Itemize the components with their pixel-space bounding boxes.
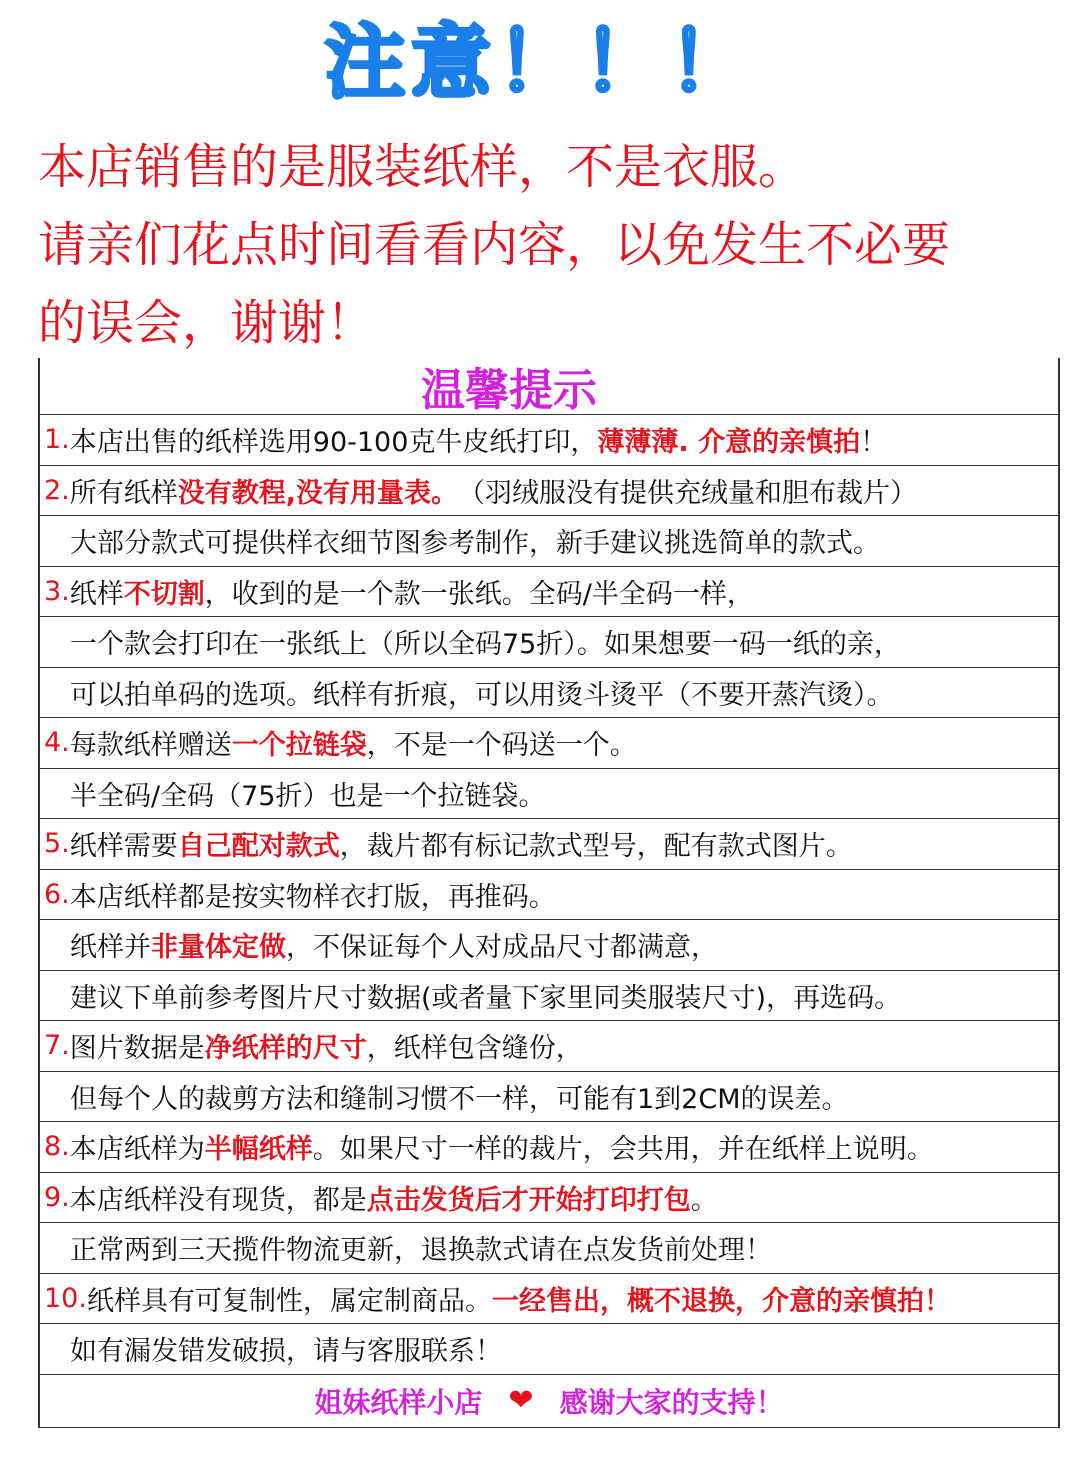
tips-row-number: 5. bbox=[44, 828, 70, 860]
tips-row-text: 本店纸样为 bbox=[69, 1134, 205, 1166]
tips-row bbox=[40, 818, 1058, 869]
tips-row-highlight: 一经售出，概不退换，介意的亲慎拍！ bbox=[491, 1285, 951, 1317]
tips-row bbox=[40, 1071, 1058, 1122]
tips-row-text: 一个款会打印在一张纸上（所以全码75折）。如果想要一码一纸的亲， bbox=[70, 629, 901, 661]
shop-name: 姐妹纸样小店 bbox=[314, 1385, 483, 1419]
footer-row bbox=[40, 1374, 1058, 1428]
heart-icon: ❤ bbox=[508, 1383, 534, 1418]
notice-block bbox=[38, 128, 1048, 362]
tips-row bbox=[40, 919, 1058, 970]
tips-row bbox=[40, 768, 1058, 819]
tips-row-text: ，裁片都有标记款式型号，配有款式图片。 bbox=[339, 831, 853, 863]
tips-row-highlight: 半幅纸样 bbox=[204, 1134, 313, 1166]
tips-row bbox=[40, 1273, 1058, 1324]
tips-row bbox=[40, 566, 1058, 617]
tips-row-text: （羽绒服没有提供充绒量和胆布裁片） bbox=[458, 477, 918, 509]
tips-row-text: 纸样并 bbox=[70, 932, 151, 964]
tips-row bbox=[40, 616, 1058, 667]
tips-row-text: 本店出售的纸样选用90-100克牛皮纸打印， bbox=[69, 427, 598, 459]
tips-header-row bbox=[40, 358, 1058, 414]
tips-row-highlight: 自己配对款式 bbox=[177, 831, 340, 863]
tips-row-text: 图片数据是 bbox=[69, 1033, 205, 1065]
tips-row-number: 3. bbox=[44, 575, 70, 607]
tips-row-text: ！ bbox=[860, 427, 888, 459]
notice-line-1: 本店销售的是服装纸样，不是衣服。 bbox=[38, 139, 807, 195]
tips-row-text: 正常两到三天揽件物流更新，退换款式请在点发货前处理！ bbox=[70, 1235, 772, 1267]
tips-row bbox=[40, 1172, 1058, 1223]
tips-row-text: 。 bbox=[690, 1184, 718, 1216]
tips-row-text: 纸样具有可复制性，属定制商品。 bbox=[86, 1285, 492, 1317]
tips-row-text: 纸样 bbox=[69, 578, 124, 610]
tips-row-highlight: 非量体定做 bbox=[151, 932, 286, 964]
tips-row-text: 半全码/全码（75折）也是一个拉链袋。 bbox=[70, 780, 546, 812]
tips-row bbox=[40, 1323, 1058, 1374]
tips-row bbox=[40, 667, 1058, 718]
tips-row-highlight: 点击发货后才开始打印打包 bbox=[366, 1184, 691, 1216]
tips-row-text: 。如果尺寸一样的裁片，会共用，并在纸样上说明。 bbox=[312, 1134, 934, 1166]
tips-row-text: 纸样需要 bbox=[69, 831, 178, 863]
tips-row bbox=[40, 1020, 1058, 1071]
tips-row bbox=[40, 1121, 1058, 1172]
tips-row bbox=[40, 869, 1058, 920]
notice-line-2: 请亲们花点时间看看内容，以免发生不必要 bbox=[38, 217, 951, 273]
tips-row-text: 建议下单前参考图片尺寸数据(或者量下家里同类服装尺寸)，再选码。 bbox=[70, 982, 902, 1014]
tips-row-number: 2. bbox=[44, 474, 70, 506]
tips-row-highlight: 净纸样的尺寸 bbox=[204, 1033, 367, 1065]
tips-row-number: 7. bbox=[44, 1030, 70, 1062]
tips-row bbox=[40, 970, 1058, 1021]
tips-row-text: 但每个人的裁剪方法和缝制习惯不一样，可能有1到2CM的误差。 bbox=[70, 1083, 849, 1115]
tips-row-text: 如有漏发错发破损，请与客服联系！ bbox=[70, 1336, 502, 1368]
tips-row-text: ，纸样包含缝份， bbox=[366, 1033, 583, 1065]
notice-line-3: 的误会，谢谢！ bbox=[38, 295, 375, 351]
thanks-text: 感谢大家的支持！ bbox=[559, 1385, 784, 1419]
tips-row-number: 8. bbox=[44, 1131, 70, 1163]
tips-table bbox=[38, 358, 1060, 1428]
tips-row-number: 4. bbox=[44, 727, 70, 759]
tips-row-number: 1. bbox=[44, 424, 70, 456]
tips-row-text: ，收到的是一个款一张纸。全码/半全码一样， bbox=[204, 578, 754, 610]
tips-row-text: 大部分款式可提供样衣细节图参考制作，新手建议挑选简单的款式。 bbox=[70, 528, 880, 560]
tips-row-text: 所有纸样 bbox=[69, 477, 178, 509]
page-title: 注意！！！ bbox=[325, 16, 755, 109]
tips-row-text: 本店纸样都是按实物样衣打版，再推码。 bbox=[69, 881, 556, 913]
tips-row bbox=[40, 515, 1058, 566]
tips-row-text: ，不是一个码送一个。 bbox=[366, 730, 637, 762]
tips-row-number: 6. bbox=[44, 878, 70, 910]
tips-row bbox=[40, 1222, 1058, 1273]
tips-row bbox=[40, 414, 1058, 465]
tips-row-text: ，不保证每个人对成品尺寸都满意， bbox=[286, 932, 718, 964]
tips-row-text: 每款纸样赠送 bbox=[69, 730, 232, 762]
tips-row-text: 可以拍单码的选项。纸样有折痕，可以用烫斗烫平（不要开蒸汽烫）。 bbox=[70, 679, 894, 711]
tips-row-number: 10. bbox=[44, 1282, 87, 1314]
tips-row-highlight: 薄薄薄. 介意的亲慎拍 bbox=[597, 427, 861, 459]
tips-header: 温馨提示 bbox=[421, 365, 597, 414]
tips-row-highlight: 一个拉链袋 bbox=[231, 730, 367, 762]
tips-row-text: 本店纸样没有现货，都是 bbox=[69, 1184, 367, 1216]
tips-row-highlight: 不切割 bbox=[123, 578, 205, 610]
tips-row bbox=[40, 717, 1058, 768]
tips-row-number: 9. bbox=[44, 1181, 70, 1213]
tips-row-highlight: 没有教程,没有用量表。 bbox=[177, 477, 459, 509]
tips-row bbox=[40, 465, 1058, 516]
